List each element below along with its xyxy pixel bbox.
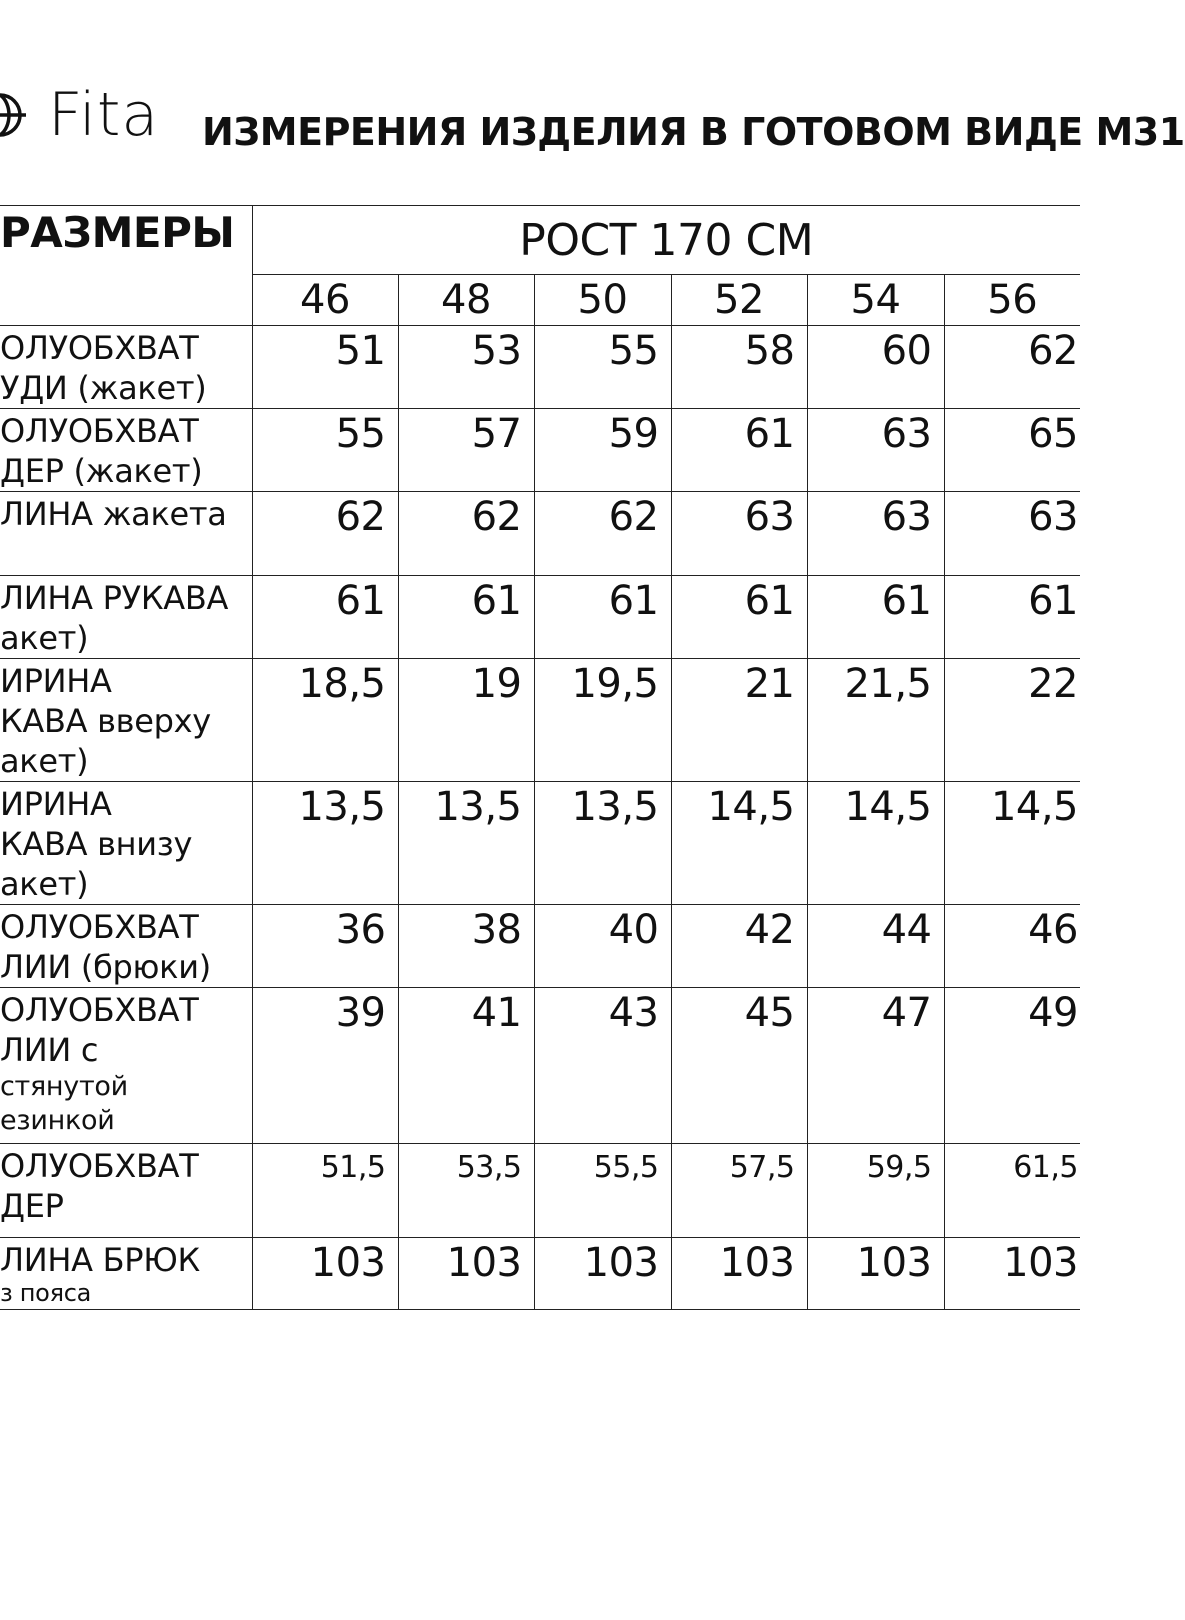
measurement-value: 42 — [671, 905, 807, 988]
measurement-value: 22 — [944, 659, 1080, 782]
measurements-table-container — [0, 205, 1080, 1310]
measurement-value: 41 — [398, 988, 534, 1144]
measurement-value: 103 — [534, 1238, 671, 1310]
measurement-value: 47 — [807, 988, 944, 1144]
measurement-value: 55 — [252, 409, 398, 492]
measurement-value: 44 — [807, 905, 944, 988]
measurement-row — [0, 782, 1080, 905]
measurement-label-line: ОЛУОБХВАТ — [0, 991, 199, 1029]
measurement-row — [0, 1238, 1080, 1310]
measurement-label-line: ЛИНА БРЮК — [0, 1241, 200, 1279]
measurement-value: 45 — [671, 988, 807, 1144]
measurement-row — [0, 409, 1080, 492]
measurement-value: 103 — [252, 1238, 398, 1310]
measurement-value: 39 — [252, 988, 398, 1144]
measurement-label — [0, 988, 252, 1144]
measurement-value: 21,5 — [807, 659, 944, 782]
measurement-value: 60 — [807, 326, 944, 409]
measurement-value: 14,5 — [944, 782, 1080, 905]
measurement-label-line: ДЕР — [0, 1187, 64, 1225]
measurement-row — [0, 659, 1080, 782]
measurement-value: 63 — [944, 492, 1080, 576]
measurement-label-line: езинкой — [0, 1105, 115, 1136]
height-header: РОСТ 170 СМ — [252, 206, 1080, 275]
brand-logo — [0, 80, 159, 150]
measurement-value: 103 — [807, 1238, 944, 1310]
measurement-value: 59,5 — [807, 1144, 944, 1238]
measurement-value: 61 — [398, 576, 534, 659]
measurement-value: 53 — [398, 326, 534, 409]
measurement-label-line: стянутой — [0, 1071, 128, 1102]
measurement-value: 65 — [944, 409, 1080, 492]
measurement-value: 21 — [671, 659, 807, 782]
measurement-row — [0, 988, 1080, 1144]
measurement-row — [0, 492, 1080, 576]
measurement-row — [0, 326, 1080, 409]
measurement-value: 59 — [534, 409, 671, 492]
sizes-header: РАЗМЕРЫ — [0, 206, 252, 326]
measurement-label-line: ИРИНА — [0, 785, 112, 823]
measurement-value: 40 — [534, 905, 671, 988]
measurement-value: 63 — [807, 492, 944, 576]
measurement-label-line: ОЛУОБХВАТ — [0, 1147, 199, 1185]
measurement-label-line: ОЛУОБХВАТ — [0, 329, 199, 367]
measurement-row — [0, 1144, 1080, 1238]
measurement-value: 61 — [252, 576, 398, 659]
measurement-label-line: ЛИИ (брюки) — [0, 948, 211, 986]
measurement-row — [0, 905, 1080, 988]
measurement-label-line: ДЕР (жакет) — [0, 452, 203, 490]
measurement-value: 62 — [534, 492, 671, 576]
size-header-cell: 52 — [671, 275, 807, 326]
measurement-value: 19,5 — [534, 659, 671, 782]
measurement-label-line: ЛИНА жакета — [0, 495, 227, 533]
measurement-value: 36 — [252, 905, 398, 988]
measurement-label-line: акет) — [0, 742, 89, 780]
fita-logo-icon — [0, 85, 34, 145]
measurement-value: 55 — [534, 326, 671, 409]
size-header-cell: 46 — [252, 275, 398, 326]
measurements-table — [0, 205, 1080, 1310]
size-header-cell: 50 — [534, 275, 671, 326]
measurement-value: 38 — [398, 905, 534, 988]
measurement-label — [0, 905, 252, 988]
measurement-value: 103 — [671, 1238, 807, 1310]
measurement-value: 49 — [944, 988, 1080, 1144]
measurement-value: 18,5 — [252, 659, 398, 782]
measurement-value: 62 — [252, 492, 398, 576]
measurement-value: 57,5 — [671, 1144, 807, 1238]
measurement-label-line: акет) — [0, 619, 89, 657]
measurement-value: 61 — [534, 576, 671, 659]
measurement-value: 103 — [398, 1238, 534, 1310]
measurement-value: 57 — [398, 409, 534, 492]
measurement-label-line: КАВА внизу — [0, 825, 193, 863]
measurement-label-line: ОЛУОБХВАТ — [0, 908, 199, 946]
measurement-label — [0, 576, 252, 659]
measurement-value: 14,5 — [807, 782, 944, 905]
measurement-value: 53,5 — [398, 1144, 534, 1238]
measurement-value: 51,5 — [252, 1144, 398, 1238]
measurement-label-line: акет) — [0, 865, 89, 903]
measurement-row — [0, 576, 1080, 659]
measurement-value: 63 — [807, 409, 944, 492]
measurement-value: 103 — [944, 1238, 1080, 1310]
measurement-value: 61 — [944, 576, 1080, 659]
measurement-label — [0, 1144, 252, 1238]
measurement-value: 62 — [398, 492, 534, 576]
measurement-label-note: з пояса — [0, 1279, 92, 1307]
measurement-value: 58 — [671, 326, 807, 409]
measurement-value: 46 — [944, 905, 1080, 988]
measurement-label — [0, 782, 252, 905]
size-header-cell: 56 — [944, 275, 1080, 326]
measurement-label-line: УДИ (жакет) — [0, 369, 207, 407]
brand-name: Fita — [48, 80, 160, 150]
measurement-label-line: ЛИНА РУКАВА — [0, 579, 229, 617]
measurement-label-line: КАВА вверху — [0, 702, 211, 740]
measurement-value: 61 — [671, 409, 807, 492]
measurement-label — [0, 659, 252, 782]
measurement-value: 13,5 — [252, 782, 398, 905]
measurement-value: 14,5 — [671, 782, 807, 905]
measurement-value: 13,5 — [398, 782, 534, 905]
header-row-height — [0, 206, 1080, 275]
measurement-value: 19 — [398, 659, 534, 782]
measurement-label-line: ИРИНА — [0, 662, 112, 700]
page-title: ИЗМЕРЕНИЯ ИЗДЕЛИЯ В ГОТОВОМ ВИДЕ М31 — [202, 110, 1185, 154]
measurement-value: 63 — [671, 492, 807, 576]
measurement-value: 51 — [252, 326, 398, 409]
measurement-label — [0, 326, 252, 409]
measurement-value: 61 — [671, 576, 807, 659]
measurement-value: 43 — [534, 988, 671, 1144]
measurement-value: 61 — [807, 576, 944, 659]
measurement-value: 55,5 — [534, 1144, 671, 1238]
measurement-label-line: ЛИИ с — [0, 1031, 99, 1069]
measurement-label — [0, 1238, 252, 1310]
measurement-value: 62 — [944, 326, 1080, 409]
size-header-cell: 48 — [398, 275, 534, 326]
measurement-label — [0, 409, 252, 492]
measurement-label-line: ОЛУОБХВАТ — [0, 412, 199, 450]
size-header-cell: 54 — [807, 275, 944, 326]
table-body — [0, 326, 1080, 1310]
measurement-value: 13,5 — [534, 782, 671, 905]
measurement-value: 61,5 — [944, 1144, 1080, 1238]
measurement-label — [0, 492, 252, 576]
document-header — [0, 60, 1185, 180]
